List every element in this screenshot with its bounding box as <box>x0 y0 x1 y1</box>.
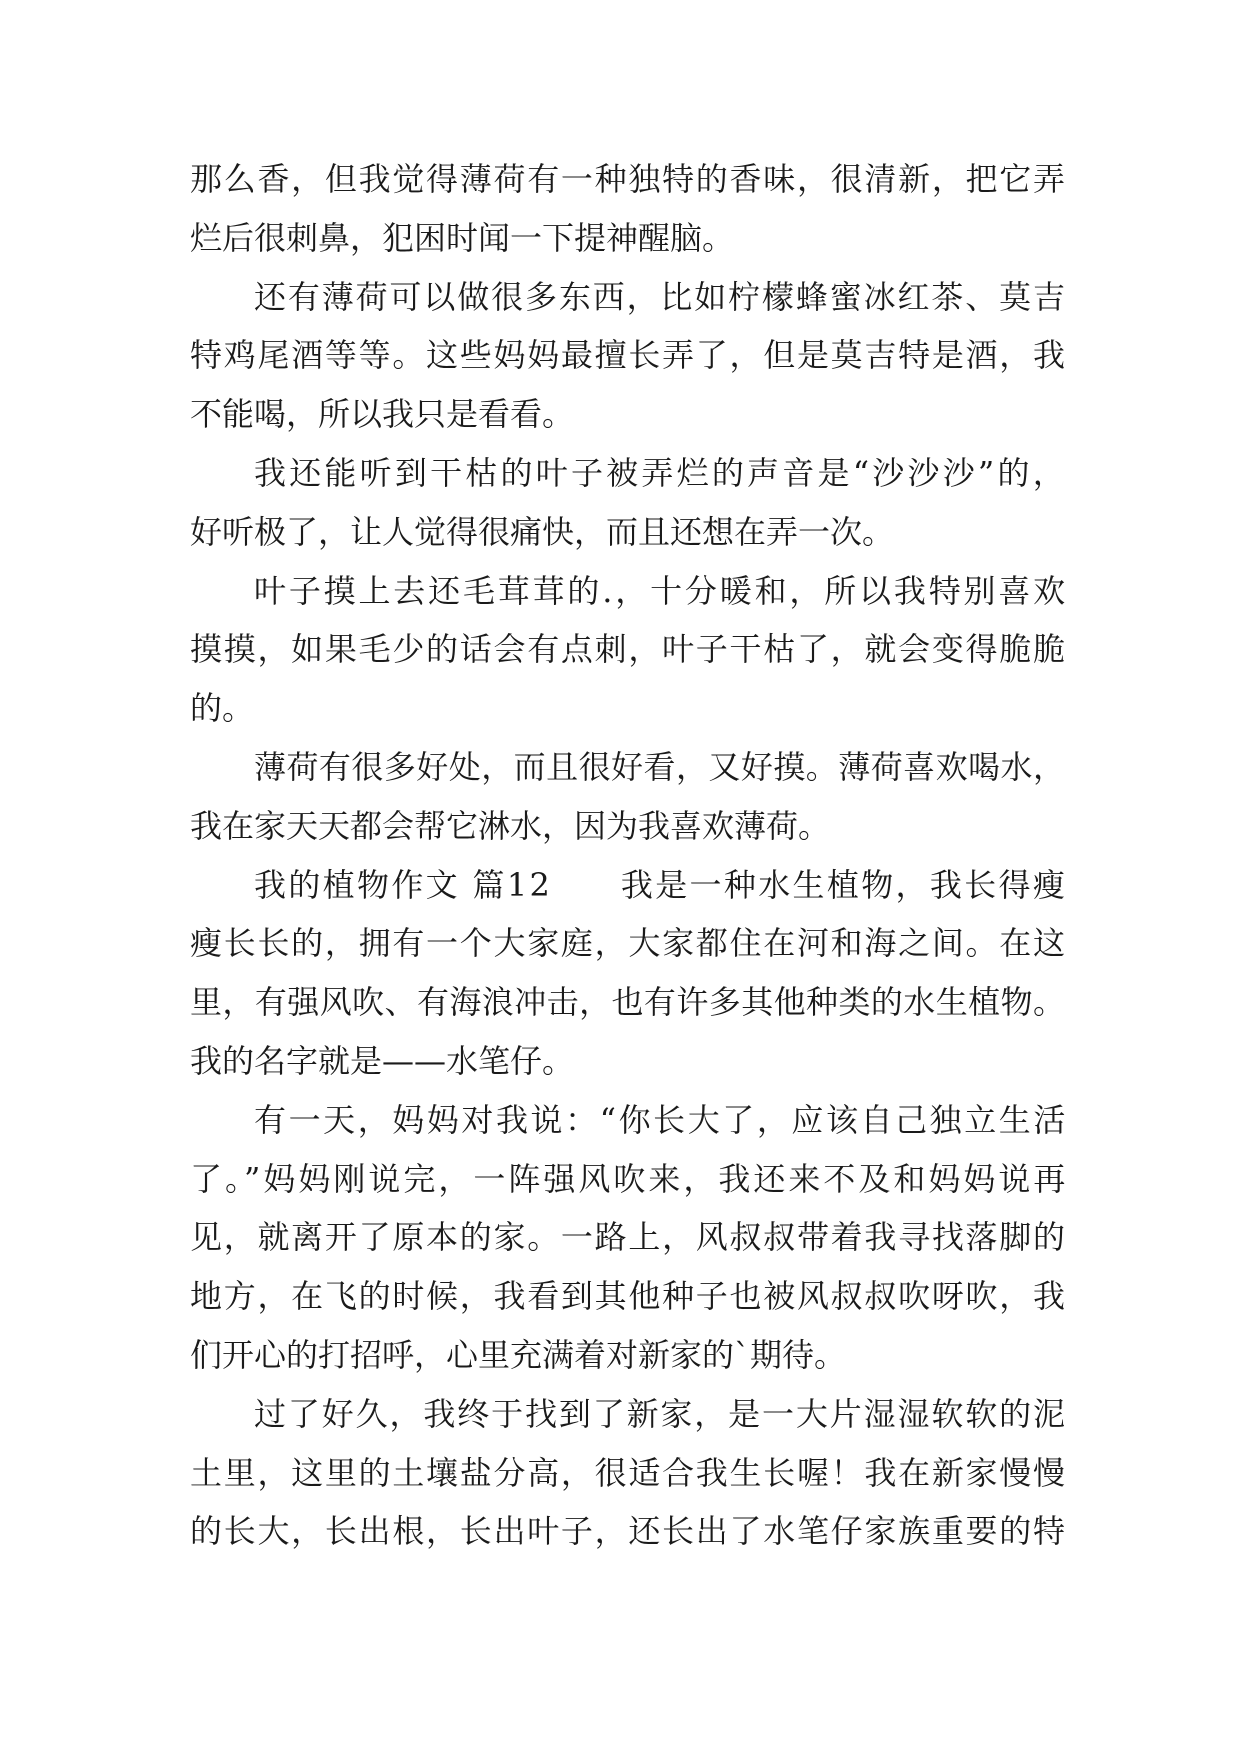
text-line: 烂后很刺鼻，犯困时闻一下提神醒脑。 <box>190 218 735 257</box>
text-line: 的。 <box>190 689 255 728</box>
text-line: 我的名字就是——水笔仔。 <box>190 1041 575 1080</box>
text-line: 了。”妈妈刚说完，一阵强风吹来，我还来不及和妈妈说再 <box>190 1159 1069 1198</box>
text-line: 我还能听到干枯的叶子被弄烂的声音是“沙沙沙”的， <box>254 453 1068 492</box>
text-line: 那么香，但我觉得薄荷有一种独特的香味，很清新，把它弄 <box>190 160 1067 198</box>
text-line: 有一天，妈妈对我说：“你长大了，应该自己独立生活 <box>254 1100 1068 1139</box>
text-line: 我在家天天都会帮它淋水，因为我喜欢薄荷。 <box>190 806 831 845</box>
text-line: 不能喝，所以我只是看看。 <box>190 395 575 434</box>
text-line: 摸摸，如果毛少的话会有点刺，叶子干枯了，就会变得脆脆 <box>190 630 1067 669</box>
text-line: 薄荷有很多好处，而且很好看，又好摸。薄荷喜欢喝水， <box>254 747 1066 786</box>
text-line: 叶子摸上去还毛茸茸的.，十分暖和，所以我特别喜欢 <box>254 571 1068 610</box>
text-line: 我的植物作文 篇12 我是一种水生植物，我长得瘦 <box>254 865 1068 904</box>
body-text <box>190 150 1069 1561</box>
text-line: 好听极了，让人觉得很痛快，而且还想在弄一次。 <box>190 512 895 551</box>
text-line: 见，就离开了原本的家。一路上，风叔叔带着我寻找落脚的 <box>190 1218 1067 1257</box>
text-line: 土里，这里的土壤盐分高，很适合我生长喔！我在新家慢慢 <box>190 1453 1067 1492</box>
text-line: 特鸡尾酒等等。这些妈妈最擅长弄了，但是莫吉特是酒，我 <box>190 336 1067 375</box>
text-line: 瘦长长的，拥有一个大家庭，大家都住在河和海之间。在这 <box>190 924 1067 963</box>
text-line: 过了好久，我终于找到了新家，是一大片湿湿软软的泥 <box>254 1394 1067 1433</box>
text-line: 还有薄荷可以做很多东西，比如柠檬蜂蜜冰红茶、莫吉 <box>254 277 1067 316</box>
text-line: 们开心的打招呼，心里充满着对新家的`期待。 <box>190 1335 847 1374</box>
text-line: 地方，在飞的时候，我看到其他种子也被风叔叔吹呀吹，我 <box>190 1277 1067 1316</box>
text-line: 里，有强风吹、有海浪冲击，也有许多其他种类的水生植物。 <box>190 983 1066 1022</box>
text-line: 的长大，长出根，长出叶子，还长出了水笔仔家族重要的特 <box>190 1512 1067 1551</box>
